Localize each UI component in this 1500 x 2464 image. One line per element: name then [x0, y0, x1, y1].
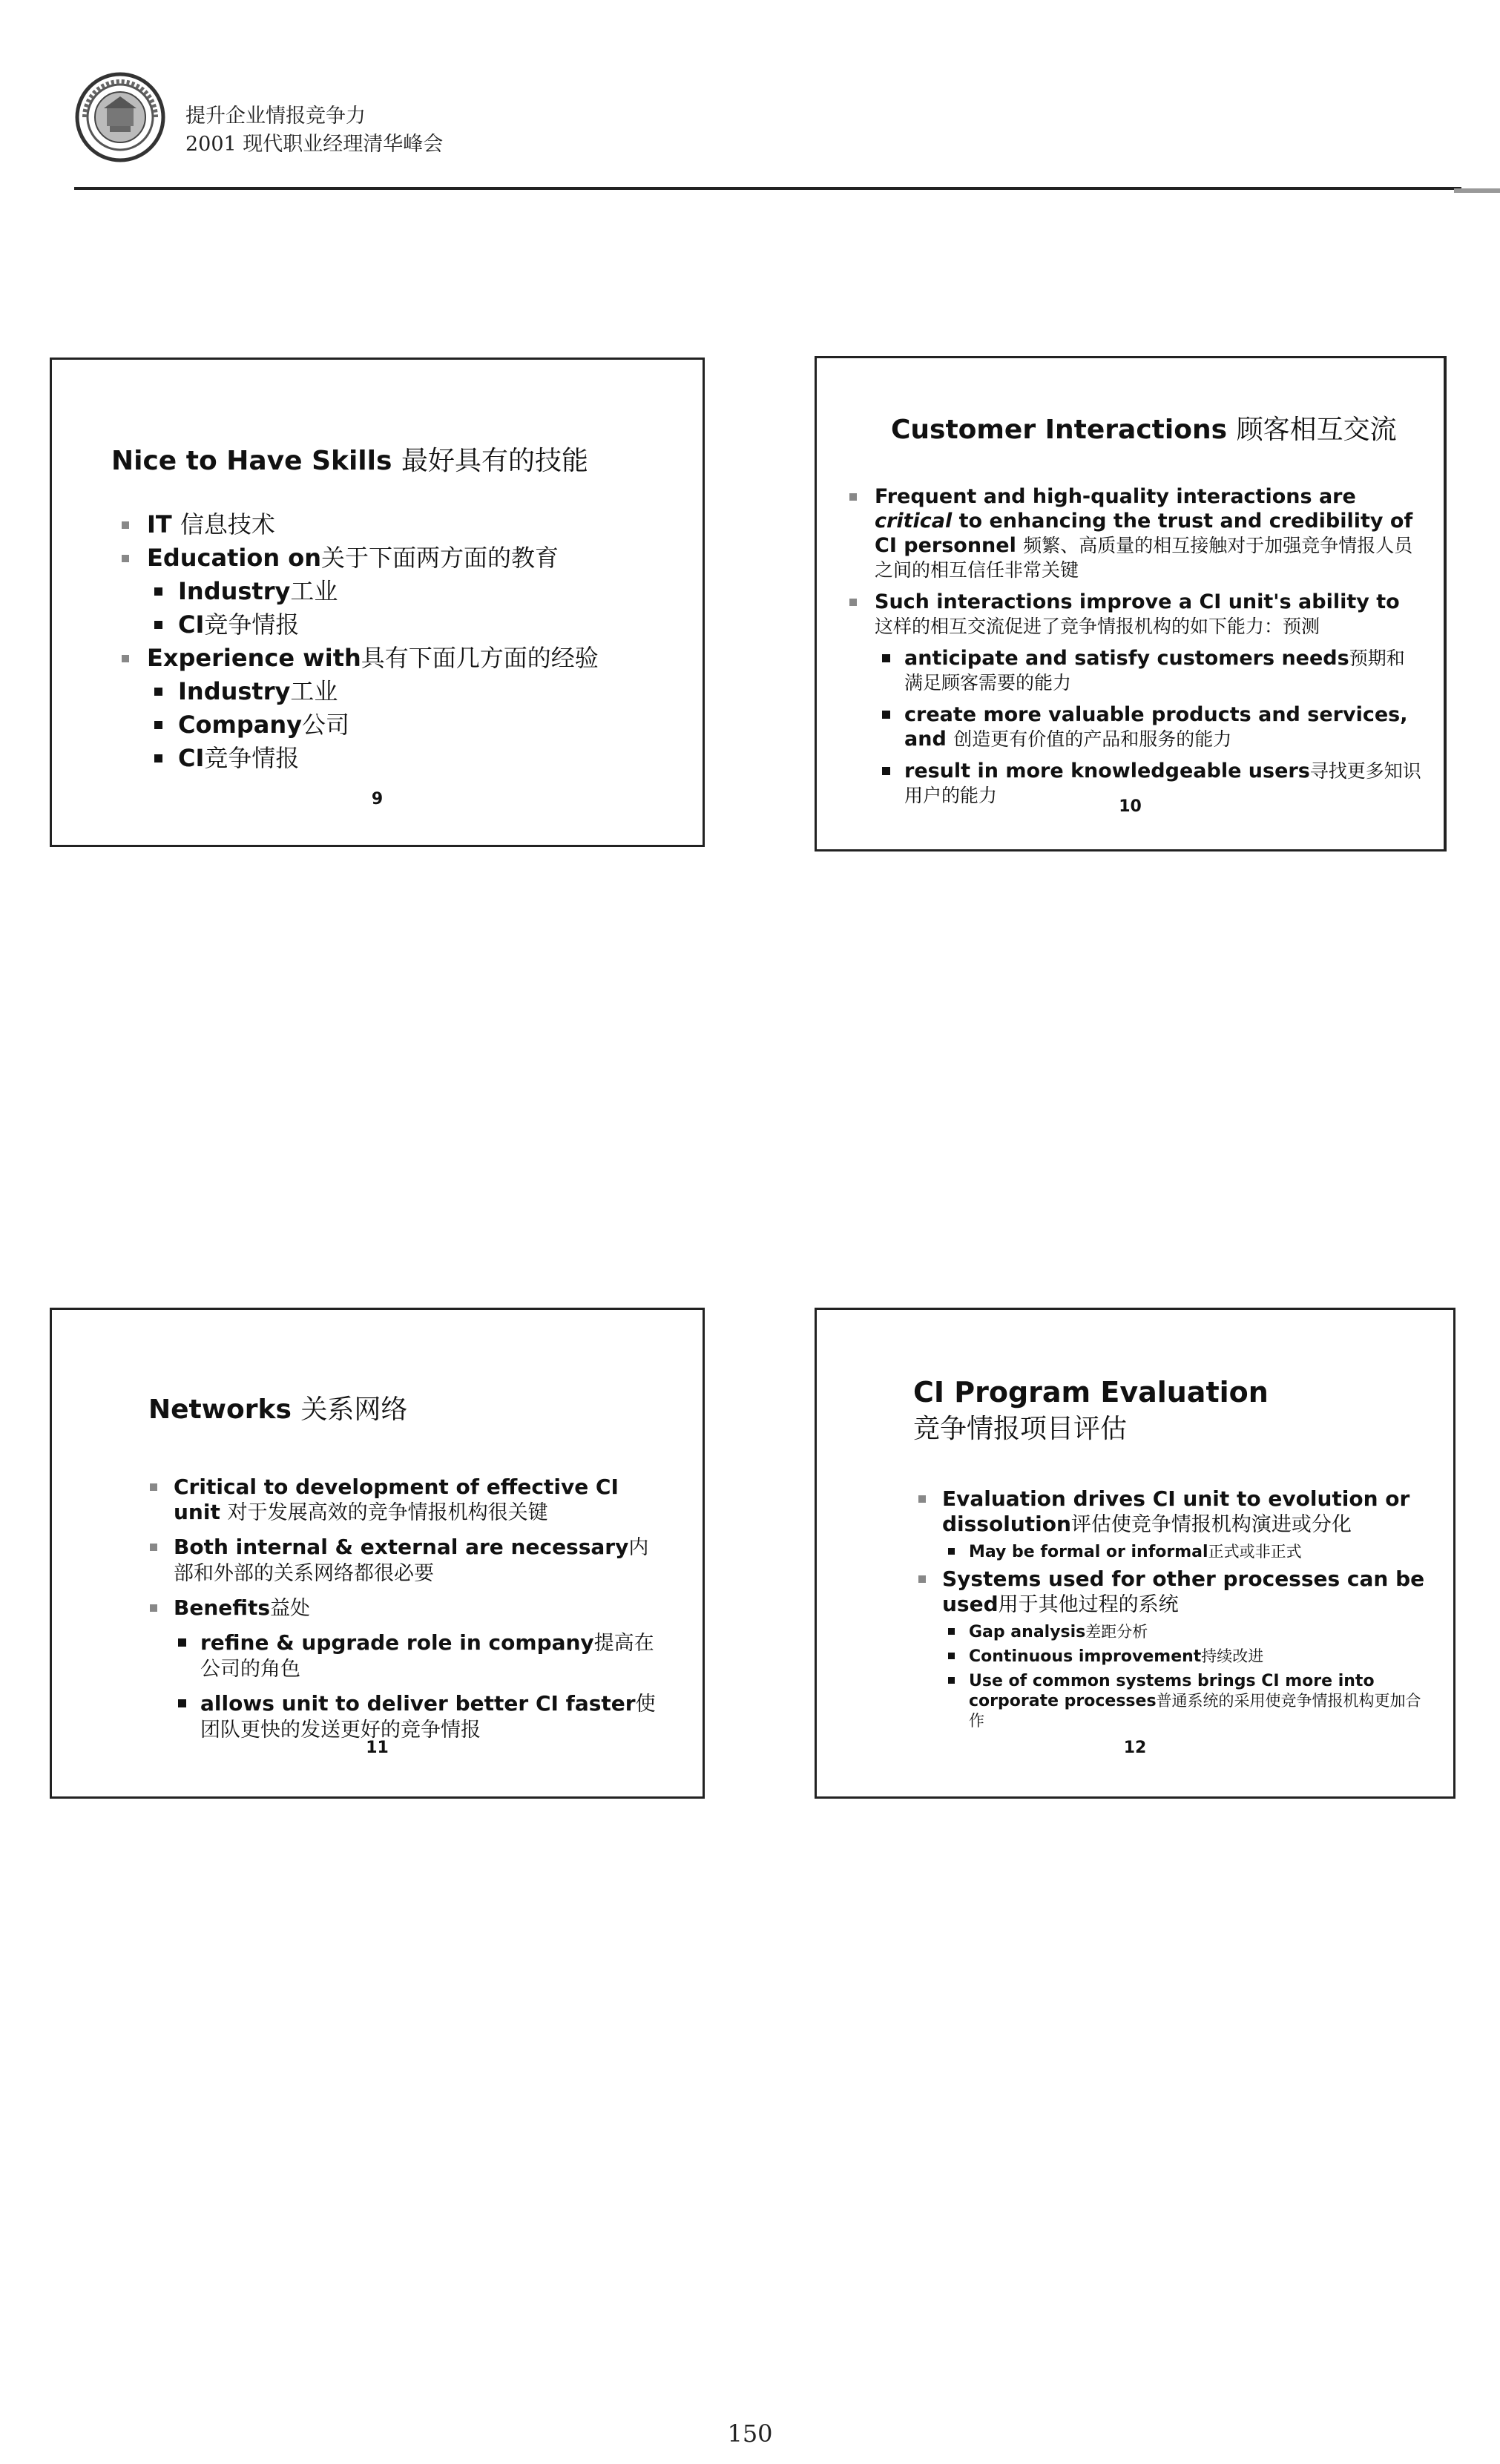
bullet-item: Experience with具有下面几方面的经验: [119, 642, 682, 675]
sub-bullet-item: Company公司: [119, 708, 682, 742]
page-header: [74, 71, 1461, 197]
bullet-item: Critical to development of effective CI unit 对于发展高效的竞争情报机构很关键: [148, 1475, 668, 1526]
sub-bullet-item: anticipate and satisfy customers needs预期和满足顾客需要的能力: [846, 646, 1421, 695]
header-subtitle: 2001 现代职业经理清华峰会: [185, 133, 444, 156]
slide-11: [50, 1308, 705, 1799]
bullet-item: Benefits益处: [148, 1595, 668, 1621]
slide-title: Networks 关系网络: [148, 1394, 408, 1425]
sub-bullet-item: allows unit to deliver better CI faster使团队更快的发送更好的竞争情报: [148, 1691, 668, 1743]
slide-number: 11: [366, 1739, 389, 1757]
bullet-item: IT 信息技术: [119, 508, 682, 541]
bullet-list: [846, 484, 1421, 815]
bullet-item: Frequent and high-quality interactions are critical to enhancing the trust and credibility of CI personnel 频繁、高质量的相互接触对于加强竞争情报人员之间的相互信任非常关键: [846, 484, 1421, 582]
sub-bullet-item: Industry工业: [119, 675, 682, 708]
bullet-item: Education on关于下面两方面的教育: [119, 541, 682, 575]
sub-bullet-item: CI竞争情报: [119, 742, 682, 775]
bullet-item: Systems used for other processes can be used用于其他过程的系统: [917, 1567, 1429, 1618]
sub-bullet-item: Gap analysis差距分析: [917, 1622, 1429, 1642]
sub-bullet-item: Use of common systems brings CI more into corporate processes普通系统的采用使竞争情报机构更加合作: [917, 1671, 1429, 1731]
sub-bullet-item: CI竞争情报: [119, 608, 682, 642]
sub-bullet-item: Continuous improvement持续改进: [917, 1647, 1429, 1667]
slide-title: Customer Interactions 顾客相互交流: [891, 415, 1397, 445]
slide-10: [815, 356, 1447, 851]
university-seal-logo: [74, 71, 166, 163]
slide-12: [815, 1308, 1455, 1799]
slide-title: Nice to Have Skills 最好具有的技能: [111, 446, 588, 476]
bullet-item: Evaluation drives CI unit to evolution or dissolution评估使竞争情报机构演进或分化: [917, 1486, 1429, 1538]
slide-number: 10: [1119, 797, 1142, 816]
slide-title: CI Program Evaluation 竞争情报项目评估: [913, 1376, 1269, 1444]
header-rule: [74, 187, 1461, 190]
sub-bullet-item: refine & upgrade role in company提高在公司的角色: [148, 1630, 668, 1682]
bullet-list: [917, 1486, 1429, 1736]
slide-number: 12: [1123, 1739, 1147, 1757]
sub-bullet-item: result in more knowledgeable users寻找更多知识用户的能力: [846, 759, 1421, 808]
bullet-list: [148, 1475, 668, 1752]
sub-bullet-item: Industry工业: [119, 575, 682, 608]
bullet-list: [119, 508, 682, 775]
header-rule-accent: [1454, 188, 1500, 193]
sub-bullet-item: create more valuable products and services, and 创造更有价值的产品和服务的能力: [846, 702, 1421, 751]
slide-number: 9: [371, 790, 384, 808]
slide-9: [50, 358, 705, 847]
bullet-item: Both internal & external are necessary内部和外部的关系网络都很必要: [148, 1535, 668, 1587]
bullet-item: Such interactions improve a CI unit's ability to 这样的相互交流促进了竞争情报机构的如下能力：预测: [846, 590, 1421, 639]
sub-bullet-item: May be formal or informal正式或非正式: [917, 1542, 1429, 1562]
header-title: 提升企业情报竞争力: [185, 105, 366, 128]
page-number: 150: [727, 2419, 773, 2448]
